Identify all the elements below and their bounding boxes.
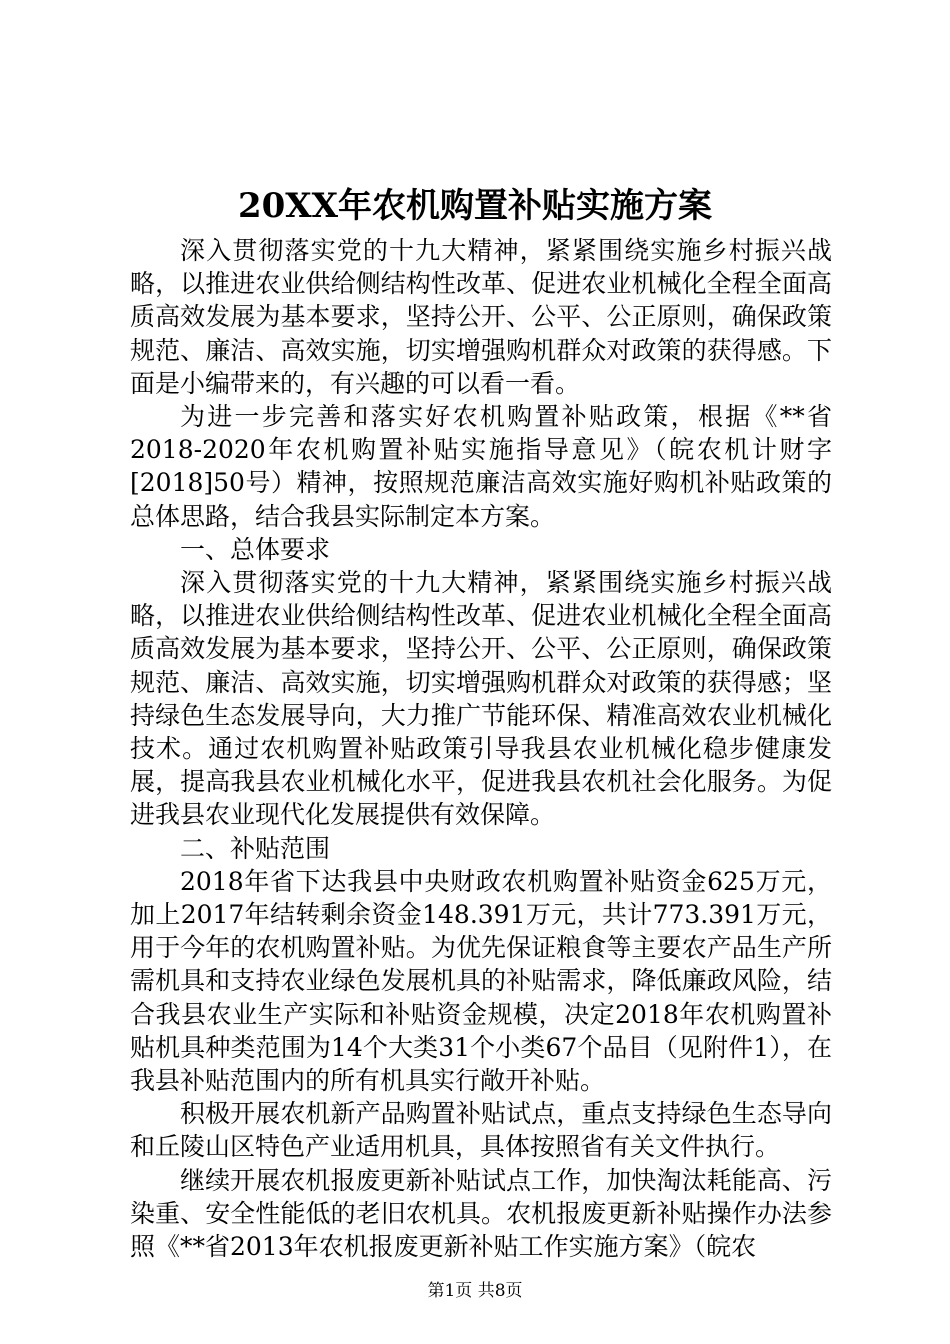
paragraph: 继续开展农机报废更新补贴试点工作，加快淘汰耗能高、污染重、安全性能低的老旧农机具。农机报废更新补贴操作办法参照《**省2013年农机报废更新补贴工作实施方案》（皖农 xyxy=(130,1165,832,1262)
section-heading: 一、总体要求 xyxy=(180,534,331,564)
page-number-footer: 第1页 共8页 xyxy=(427,1281,523,1301)
document-title: 20XX年农机购置补贴实施方案 xyxy=(237,186,713,226)
document-body xyxy=(130,234,832,1263)
paragraph: 为进一步完善和落实好农机购置补贴政策，根据《**省2018-2020年农机购置补贴实施指导意见》（皖农机计财字[2018]50号）精神，按照规范廉洁高效实施好购机补贴政策的总体思路，结合我县实际制定本方案。 xyxy=(130,402,832,531)
paragraph: 深入贯彻落实党的十九大精神，紧紧围绕实施乡村振兴战略，以推进农业供给侧结构性改革、促进农业机械化全程全面高质高效发展为基本要求，坚持公开、公平、公正原则，确保政策规范、廉洁、高效实施，切实增强购机群众对政策的获得感；坚持绿色生态发展导向，大力推广节能环保、精准高效农业机械化技术。通过农机购置补贴政策引导我县农业机械化稳步健康发展，提高我县农业机械化水平，促进我县农机社会化服务。为促进我县农业现代化发展提供有效保障。 xyxy=(130,568,832,830)
paragraph: 深入贯彻落实党的十九大精神，紧紧围绕实施乡村振兴战略，以推进农业供给侧结构性改革、促进农业机械化全程全面高质高效发展为基本要求，坚持公开、公平、公正原则，确保政策规范、廉洁、高效实施，切实增强购机群众对政策的获得感。下面是小编带来的，有兴趣的可以看一看。 xyxy=(130,236,832,398)
paragraph: 2018年省下达我县中央财政农机购置补贴资金625万元，加上2017年结转剩余资金148.391万元，共计773.391万元，用于今年的农机购置补贴。为优先保证粮食等主要农产品生产所需机具和支持农业绿色发展机具的补贴需求，降低廉政风险，结合我县农业生产实际和补贴资金规模，决定2018年农机购置补贴机具种类范围为14个大类31个小类67个品目（见附件1），在我县补贴范围内的所有机具实行敞开补贴。 xyxy=(130,866,832,1096)
paragraph: 积极开展农机新产品购置补贴试点，重点支持绿色生态导向和丘陵山区特色产业适用机具，具体按照省有关文件执行。 xyxy=(130,1099,832,1162)
section-heading: 二、补贴范围 xyxy=(180,833,331,863)
